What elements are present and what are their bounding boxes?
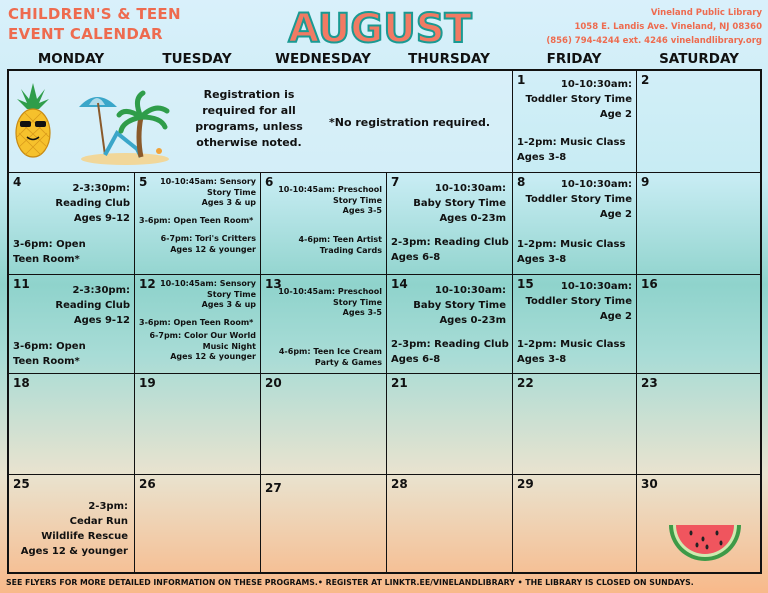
day-cell-23: 23 (637, 374, 760, 475)
day-cell-15: 15 10-10:30am: Toddler Story Time Age 2 1-2pm: Music Class Ages 3-8 (513, 275, 637, 374)
beach-chair-umbrella-icon (75, 77, 179, 167)
day-cell-20: 20 (261, 374, 387, 475)
registration-note: Registration is required for all programs, unless otherwise noted. (195, 88, 303, 149)
dow-wednesday: WEDNESDAY (275, 51, 371, 67)
library-contact: (856) 794-4244 ext. 4246 vinelandlibrary.org (546, 36, 762, 46)
day-cell-27: 27 (261, 475, 387, 572)
library-name: Vineland Public Library (650, 8, 762, 18)
library-address: 1058 E. Landis Ave. Vineland, NJ 08360 (574, 22, 762, 32)
day-cell-14: 14 10-10:30am: Baby Story Time Ages 0-23m 2-3pm: Reading Club Ages 6-8 (387, 275, 513, 374)
day-cell-26: 26 (135, 475, 261, 572)
day-cell-29: 29 (513, 475, 637, 572)
asterisk-note: *No registration required. (329, 116, 491, 129)
day-cell-1: 1 10-10:30am: Toddler Story Time Age 2 1-2pm: Music Class Ages 3-8 (513, 71, 637, 173)
day-cell-28: 28 (387, 475, 513, 572)
calendar-grid (7, 69, 762, 574)
day-cell-16: 16 (637, 275, 760, 374)
dow-saturday: SATURDAY (659, 51, 739, 67)
day-number: 1 (517, 73, 526, 87)
day-cell-6: 6 10-10:45am: Preschool Story Time Ages 3-5 4-6pm: Teen Artist Trading Cards (261, 173, 387, 275)
day-cell-4: 4 2-3:30pm: Reading Club Ages 9-12 3-6pm: Open Teen Room* (9, 173, 135, 275)
library-info (546, 6, 762, 48)
day-cell-18: 18 (9, 374, 135, 475)
watermelon-icon (663, 495, 747, 565)
title-line-1: CHILDREN'S & TEEN (8, 5, 181, 23)
day-cell-8: 8 10-10:30am: Toddler Story Time Age 2 1-2pm: Music Class Ages 3-8 (513, 173, 637, 275)
registration-banner (9, 71, 513, 173)
day-cell-9: 9 (637, 173, 760, 275)
day-cell-2: 2 (637, 71, 760, 173)
month-title (288, 2, 472, 52)
day-cell-30: 30 (637, 475, 760, 572)
day-cell-5: 5 10-10:45am: Sensory Story Time Ages 3 & up 3-6pm: Open Teen Room* 6-7pm: Tori's Critters Ages 12 & younger (135, 173, 261, 275)
dow-friday: FRIDAY (546, 51, 602, 67)
dow-tuesday: TUESDAY (162, 51, 232, 67)
day-cell-22: 22 (513, 374, 637, 475)
calendar-title (8, 4, 181, 44)
day-cell-12: 12 10-10:45am: Sensory Story Time Ages 3 & up 3-6pm: Open Teen Room* 6-7pm: Color Our World Music Night Ages 12 & younger (135, 275, 261, 374)
day-cell-7: 7 10-10:30am: Baby Story Time Ages 0-23m 2-3pm: Reading Club Ages 6-8 (387, 173, 513, 275)
pineapple-icon (11, 81, 55, 163)
day-cell-19: 19 (135, 374, 261, 475)
title-line-2: EVENT CALENDAR (8, 25, 163, 43)
day-cell-11: 11 2-3:30pm: Reading Club Ages 9-12 3-6pm: Open Teen Room* (9, 275, 135, 374)
month-title-text: AUGUST (288, 6, 472, 52)
footer-note: SEE FLYERS FOR MORE DETAILED INFORMATION ON THESE PROGRAMS.• REGISTER AT LINKTR.EE/VINELANDLIBRARY • THE LIBRARY IS CLOSED ON SUNDAYS. (6, 578, 694, 587)
dow-monday: MONDAY (37, 51, 105, 67)
day-cell-13: 13 10-10:45am: Preschool Story Time Ages 3-5 4-6pm: Teen Ice Cream Party & Games (261, 275, 387, 374)
day-cell-25: 25 2-3pm: Cedar Run Wildlife Rescue Ages 12 & younger (9, 475, 135, 572)
dow-thursday: THURSDAY (408, 51, 490, 67)
day-cell-21: 21 (387, 374, 513, 475)
